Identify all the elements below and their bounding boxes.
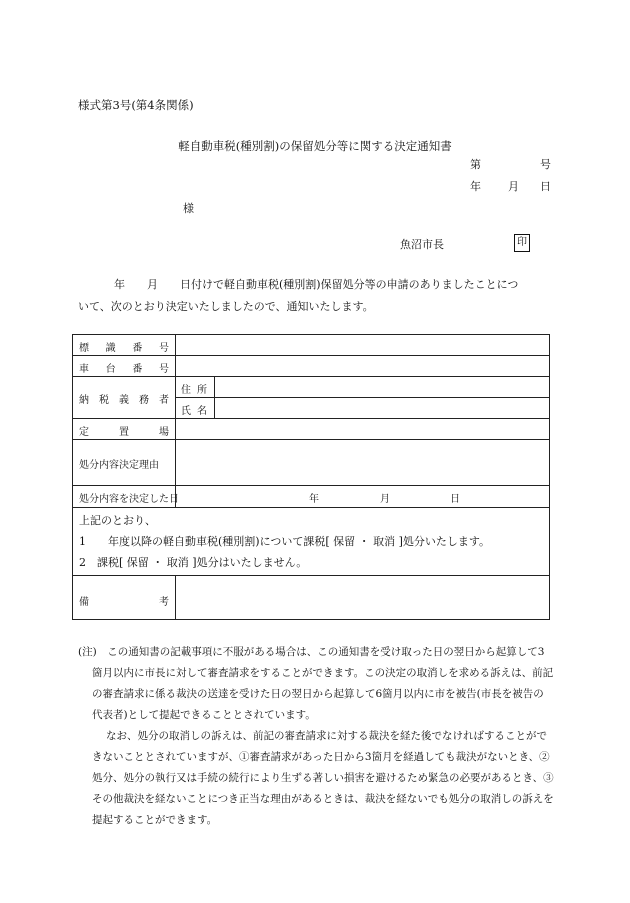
taxpayer-label: 納 税 義 務 者 <box>79 395 169 406</box>
document-number <box>470 156 550 172</box>
number-suffix: 号 <box>540 158 551 171</box>
document-title: 軽自動車税(種別割)の保留処分等に関する決定通知書 <box>178 139 452 153</box>
decision-table <box>72 334 550 620</box>
plate-number-label: 標 識 番 号 <box>79 343 169 354</box>
issue-day: 日 <box>540 180 551 193</box>
sender-name: 魚沼市長 <box>400 238 444 251</box>
issue-year: 年 <box>470 180 481 193</box>
decision-reason-label: 処分内容決定理由 <box>79 460 159 471</box>
row-line <box>73 439 549 440</box>
addressee-suffix: 様 <box>183 202 194 215</box>
decision-year: 年 <box>309 494 319 505</box>
decision-date-label: 処 分 内 容 を 決 定 し た 日 <box>79 494 179 505</box>
intro-paragraph <box>78 274 552 318</box>
row-line <box>73 376 549 377</box>
note-paragraph-1: (注) この通知書の記載事項に不服がある場合は、この通知書を受け取った日の翌日から起算して3箇月以内に市長に対して審査請求をすることができます。この決定の取消しを求める訴えは、前記の審査請求に係る裁決の送達を受けた日の翌日から起算して6箇月以内に市を被告(市長を被告の代表者)として提起できることとされています。 <box>78 646 554 721</box>
row-line <box>73 418 549 419</box>
intro-line-1: 年 月 日付けで軽自動車税(種別割)保留処分等の申請のありましたことにつ <box>114 278 519 291</box>
address-label: 住 所 <box>181 385 207 396</box>
row-line <box>73 355 549 356</box>
col-line <box>175 335 176 507</box>
row-line <box>73 575 549 576</box>
notes-section <box>78 642 554 831</box>
form-number: 様式第3号(第4条関係) <box>78 98 194 112</box>
row-line <box>175 397 549 398</box>
number-prefix: 第 <box>470 158 481 171</box>
decision-intro: 上記のとおり、 <box>79 514 156 527</box>
row-line <box>73 485 549 486</box>
intro-line-2: いて、次のとおり決定いたしましたので、通知いたします。 <box>78 300 374 313</box>
decision-option-2: 2 課税[ 保留 ・ 取消 ]処分はいたしません。 <box>79 556 308 569</box>
col-line <box>214 376 215 418</box>
remarks-label: 備 考 <box>79 597 169 608</box>
issue-month: 月 <box>508 180 519 193</box>
chassis-number-label: 車 台 番 号 <box>79 364 169 375</box>
seal-box: 印 <box>514 234 530 252</box>
col-line <box>175 575 176 620</box>
decision-day: 日 <box>450 494 460 505</box>
note-paragraph-2: なお、処分の取消しの訴えは、前記の審査請求に対する裁決を経た後でなければすることができないこととされていますが、①審査請求があった日から3箇月を経過しても裁決がないとき、②処分、処分の執行又は手続の続行により生ずる著しい損害を避けるため緊急の必要があるとき、③その他裁決を経ないことにつき正当な理由があるときは、裁決を経ないでも処分の取消しの訴えを提起することができます。 <box>92 730 554 826</box>
name-label: 氏 名 <box>181 406 207 417</box>
decision-option-1: 1 年度以降の軽自動車税(種別割)について課税[ 保留 ・ 取消 ]処分いたします。 <box>79 535 491 548</box>
row-line <box>73 507 549 508</box>
storage-location-label: 定 置 場 <box>79 427 169 438</box>
decision-month: 月 <box>380 494 390 505</box>
